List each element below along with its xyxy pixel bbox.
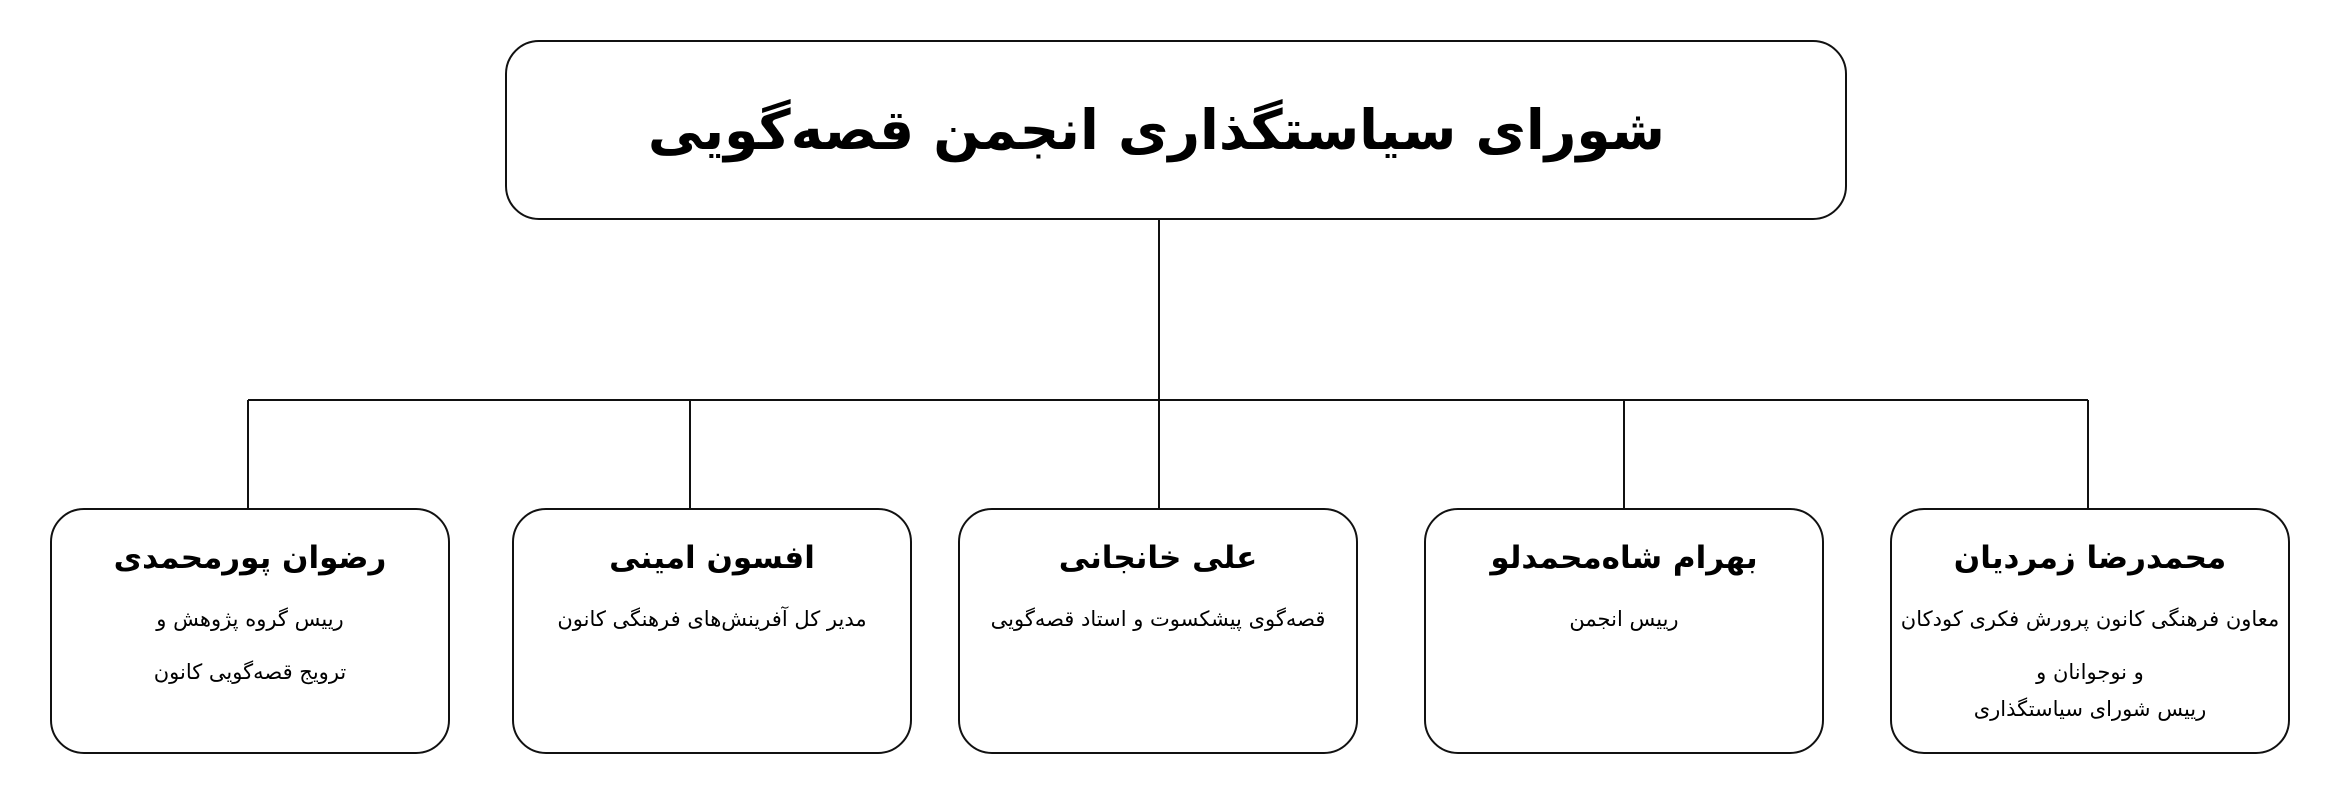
member-role-line: و نوجوانان و (2036, 660, 2144, 684)
root-title: شورای سیاستگذاری انجمن قصه‌گویی (647, 98, 1665, 162)
member-node-zomorodian (1890, 508, 2290, 754)
member-role-line: رییس شورای سیاستگذاری (1973, 697, 2207, 721)
member-role-line: رییس انجمن (1569, 607, 1679, 631)
member-role-line: مدیر کل آفرینش‌های فرهنگی کانون (557, 607, 867, 631)
member-role-line: رییس گروه پژوهش و (156, 607, 344, 631)
member-node-pourmohammadi (50, 508, 450, 754)
member-role-line: ترویج قصه‌گویی کانون (153, 660, 347, 684)
member-name: علی خانجانی (1058, 540, 1258, 576)
member-node-amini (512, 508, 912, 754)
member-node-khanjani (958, 508, 1358, 754)
member-name: محمدرضا زمردیان (1953, 540, 2227, 576)
member-role-line: قصه‌گوی پیشکسوت و استاد قصه‌گویی (990, 607, 1326, 631)
root-node (505, 40, 1847, 220)
member-name: بهرام شاه‌محمدلو (1490, 540, 1758, 576)
member-node-shahmohammadlou (1424, 508, 1824, 754)
member-name: افسون امینی (609, 540, 815, 576)
member-role-line: معاون فرهنگی کانون پرورش فکری کودکان (1900, 607, 2280, 631)
member-name: رضوان پورمحمدی (113, 540, 387, 576)
